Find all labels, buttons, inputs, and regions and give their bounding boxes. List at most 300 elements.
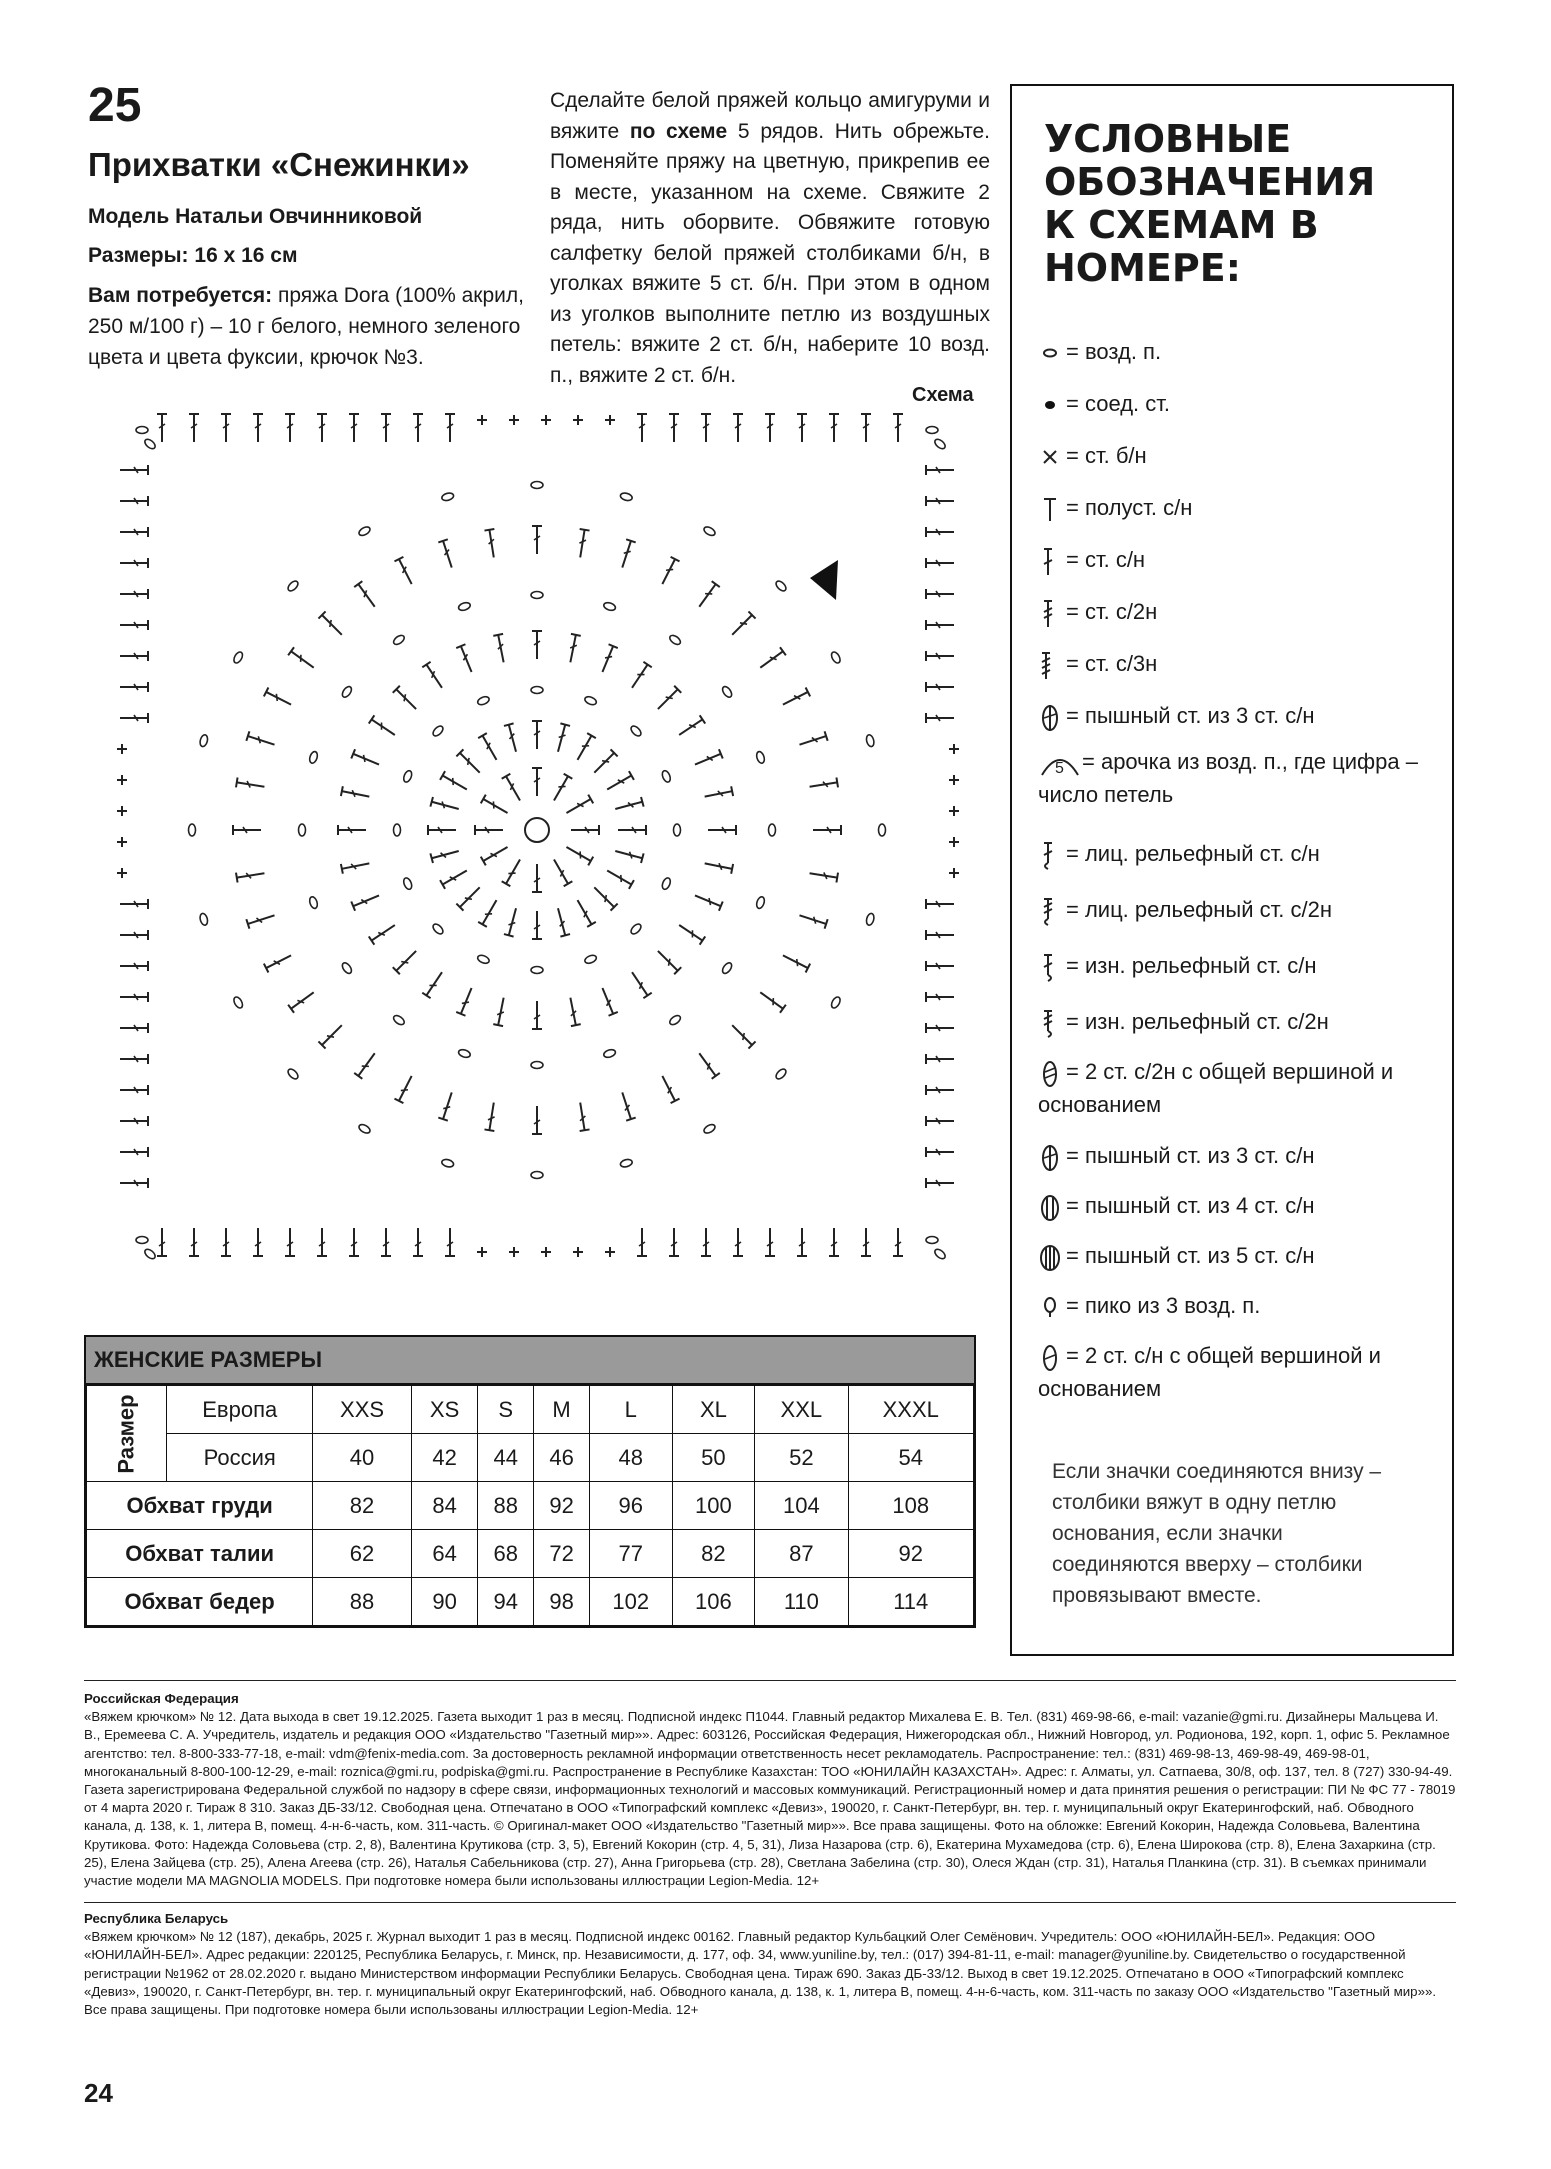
legend-box <box>1010 84 1454 1656</box>
chain-stitch <box>441 492 454 502</box>
legend-note: Если значки соединяются внизу – столбики вяжут в одну петлю основания, если значки соединяются вверху – столбики провязывают вместе. <box>1052 1460 1382 1607</box>
dc-stitch <box>120 496 148 506</box>
row-label: Обхват талии <box>87 1530 313 1578</box>
chain-stitch <box>358 525 372 537</box>
dc-stitch <box>628 662 652 691</box>
table-cell: 88 <box>478 1482 534 1530</box>
chain-stitch <box>232 996 244 1010</box>
table-cell: 102 <box>589 1578 672 1626</box>
materials-label: Вам потребуется: <box>88 284 273 307</box>
dc-stitch <box>926 1054 954 1064</box>
dc-stitch <box>456 749 483 776</box>
dc-stitch <box>729 1022 756 1049</box>
sc-stitch <box>541 415 551 425</box>
dc-stitch <box>893 414 903 442</box>
chain-stitch <box>774 1067 787 1080</box>
dc-stitch <box>591 749 618 776</box>
legend-text: = полуст. с/н <box>1066 495 1193 520</box>
table-row-hips <box>87 1578 974 1626</box>
dc-stitch <box>456 644 476 674</box>
chain-stitch <box>477 695 491 706</box>
chain-stitch <box>392 1014 406 1027</box>
table-cell: L <box>589 1386 672 1434</box>
chain-stitch <box>441 1158 454 1168</box>
dc-stitch <box>351 749 381 769</box>
puff-3-icon <box>1038 1141 1066 1173</box>
arch-number: 5 <box>1055 760 1064 778</box>
legend-item-puff5 <box>1038 1240 1448 1273</box>
legend-item-puff3b <box>1038 1140 1448 1173</box>
dc-stitch <box>704 786 733 801</box>
dc-stitch <box>553 723 570 753</box>
chain-stitch <box>531 967 543 974</box>
dc-stitch <box>573 733 596 762</box>
pattern-size: Размеры: 16 х 16 см <box>88 244 298 267</box>
dc-stitch <box>369 715 398 739</box>
dc-stitch <box>532 526 542 554</box>
dc-stitch <box>493 997 508 1026</box>
chain-stitch <box>394 824 401 836</box>
dc-stitch <box>532 911 542 939</box>
chain-stitch <box>668 1014 682 1027</box>
dc-stitch <box>221 414 231 442</box>
table-cell: 54 <box>848 1434 974 1482</box>
dc-stitch <box>781 951 810 973</box>
dc-stitch <box>120 1085 148 1095</box>
chain-stitch <box>286 1067 299 1080</box>
dc-stitch <box>351 891 381 911</box>
dc-stitch <box>456 986 476 1016</box>
dc-stitch <box>438 1091 456 1121</box>
dc-stitch <box>676 715 705 739</box>
dc-stitch <box>637 1228 647 1256</box>
legend-text: = лиц. рельефный ст. с/2н <box>1066 897 1333 922</box>
dc-stitch <box>704 858 733 873</box>
table-cell: XL <box>672 1386 755 1434</box>
dc-stitch <box>926 496 954 506</box>
dc-stitch <box>317 1228 327 1256</box>
chain-stitch <box>189 824 196 836</box>
puff-4-icon <box>1038 1191 1066 1223</box>
chain-stitch <box>703 1123 717 1135</box>
table-cell: 92 <box>848 1530 974 1578</box>
pattern-number: 25 <box>88 79 142 132</box>
legend-item-bpdc <box>1038 950 1448 983</box>
table-cell: S <box>478 1386 534 1434</box>
legend-item-slip <box>1038 388 1448 421</box>
table-cell: 84 <box>411 1482 478 1530</box>
chain-stitch <box>458 1048 472 1058</box>
dc-stitch <box>926 1085 954 1095</box>
dc-stitch <box>120 1116 148 1126</box>
dc-stitch <box>926 465 954 475</box>
size-label-cell <box>87 1386 167 1482</box>
sc-stitch <box>509 415 519 425</box>
dc-stitch <box>798 731 828 749</box>
dc-stitch <box>729 611 756 638</box>
dc-stitch <box>861 1228 871 1256</box>
dc-stitch <box>926 620 954 630</box>
chain-stitch <box>926 427 938 434</box>
dc-stitch <box>695 581 720 610</box>
dc-stitch <box>618 539 636 569</box>
dc-stitch <box>532 768 542 796</box>
legend-item-2tr-cluster <box>1038 1056 1448 1121</box>
puff-stitch-icon <box>1038 701 1066 733</box>
dc-stitch <box>926 713 954 723</box>
dc-stitch <box>413 414 423 442</box>
table-row-russia <box>87 1434 974 1482</box>
size-label: Размер <box>113 1393 139 1474</box>
dc-stitch <box>532 631 542 659</box>
legend-text: = ст. с/2н <box>1066 599 1158 624</box>
table-cell: 87 <box>755 1530 848 1578</box>
dc-stitch <box>618 825 646 835</box>
sc-stitch <box>605 1247 615 1257</box>
dc-stitch <box>381 1228 391 1256</box>
dc-stitch <box>502 774 525 803</box>
dc-stitch <box>532 864 542 892</box>
table-cell: XXL <box>755 1386 848 1434</box>
sc-stitch <box>541 1247 551 1257</box>
instructions <box>550 86 990 391</box>
dc-stitch <box>120 1023 148 1033</box>
table-row-bust <box>87 1482 974 1530</box>
legend-text: = ст. с/3н <box>1066 651 1158 676</box>
imprint-belarus-head: Республика Беларусь <box>84 1911 229 1926</box>
dc-stitch <box>120 961 148 971</box>
dc-stitch <box>394 1074 416 1103</box>
table-cell: 98 <box>534 1578 590 1626</box>
table-cell: 92 <box>534 1482 590 1530</box>
russia-label: Россия <box>167 1434 313 1482</box>
chain-stitch <box>308 896 318 910</box>
dc-stitch <box>120 527 148 537</box>
dc-stitch <box>481 843 510 866</box>
dc-stitch <box>288 647 317 672</box>
dc-stitch <box>422 969 446 998</box>
legend-item-dtr <box>1038 648 1448 681</box>
table-cell: 106 <box>672 1578 755 1626</box>
dc-stitch <box>221 1228 231 1256</box>
chain-stitch <box>603 1048 617 1058</box>
sc-stitch <box>949 775 959 785</box>
imprint-russia-head: Российская Федерация <box>84 1691 239 1706</box>
chain-stitch <box>531 1172 543 1179</box>
dc-stitch <box>349 414 359 442</box>
dc-stitch <box>318 611 345 638</box>
legend-text: = 2 ст. с/2н с общей вершиной и основанием <box>1038 1059 1394 1118</box>
slip-stitch-icon <box>1038 389 1066 421</box>
legend-item-chain <box>1038 336 1448 369</box>
dc-stitch <box>926 1147 954 1157</box>
dc-stitch <box>565 634 580 663</box>
dc-stitch <box>120 558 148 568</box>
dc-stitch <box>676 921 705 945</box>
chain-stitch <box>199 734 209 747</box>
dc-stitch <box>564 795 593 818</box>
dc-stitch <box>120 1178 148 1188</box>
chain-stitch <box>431 922 444 935</box>
front-post-tr-icon <box>1038 895 1066 927</box>
cluster-2dc-icon <box>1038 1341 1066 1373</box>
dc-stitch <box>120 651 148 661</box>
dc-stitch <box>926 527 954 537</box>
table-cell: 96 <box>589 1482 672 1530</box>
chain-stitch <box>531 592 543 599</box>
chain-stitch <box>286 579 299 592</box>
chain-stitch <box>620 492 633 502</box>
table-cell: 88 <box>313 1578 412 1626</box>
chain-stitch <box>392 634 406 647</box>
dc-stitch <box>591 884 618 911</box>
chain-stitch <box>774 579 787 592</box>
picot-icon <box>1038 1291 1066 1323</box>
chain-stitch <box>232 651 244 665</box>
dc-stitch <box>233 825 261 835</box>
legend-text: = лиц. рельефный ст. с/н <box>1066 841 1320 866</box>
dc-stitch <box>120 620 148 630</box>
dc-stitch <box>926 992 954 1002</box>
dc-stitch <box>926 930 954 940</box>
chain-stitch <box>933 1247 947 1260</box>
materials <box>88 280 528 373</box>
chain-stitch <box>358 1123 372 1135</box>
chain-stitch <box>668 634 682 647</box>
treble-crochet-icon <box>1038 597 1066 629</box>
dc-stitch <box>618 1091 636 1121</box>
dc-stitch <box>701 1228 711 1256</box>
dc-stitch <box>669 1228 679 1256</box>
dc-stitch <box>475 825 503 835</box>
table-cell: 52 <box>755 1434 848 1482</box>
pattern-title: Прихватки «Снежинки» <box>88 146 470 183</box>
dc-stitch <box>532 1106 542 1134</box>
chain-stitch <box>136 1237 148 1244</box>
dc-stitch <box>532 1001 542 1029</box>
chain-stitch <box>755 896 765 910</box>
dc-stitch <box>504 907 521 937</box>
legend-text: = соед. ст. <box>1066 391 1171 416</box>
sc-stitch <box>949 837 959 847</box>
dc-stitch <box>550 774 573 803</box>
dc-stitch <box>120 465 148 475</box>
table-cell: M <box>534 1386 590 1434</box>
table-cell: 48 <box>589 1434 672 1482</box>
dc-stitch <box>571 825 599 835</box>
dc-stitch <box>285 1228 295 1256</box>
table-cell: XXXL <box>848 1386 974 1434</box>
row-label: Обхват бедер <box>87 1578 313 1626</box>
dc-stitch <box>317 414 327 442</box>
chain-stitch <box>584 695 598 706</box>
dc-stitch <box>575 1102 589 1131</box>
scheme-label: Схема <box>912 384 974 406</box>
dc-stitch <box>565 997 580 1026</box>
chain-stitch <box>531 687 543 694</box>
dc-stitch <box>349 1228 359 1256</box>
legend-item-2dc-cluster <box>1038 1340 1448 1405</box>
dc-stitch <box>430 797 460 814</box>
chain-stitch <box>879 824 886 836</box>
chain-stitch <box>531 1062 543 1069</box>
dc-stitch <box>637 414 647 442</box>
chain-stitch <box>584 954 598 965</box>
chain-stitch <box>299 824 306 836</box>
dc-stitch <box>605 771 634 794</box>
chain-stitch <box>629 922 642 935</box>
dc-stitch <box>189 414 199 442</box>
dc-stitch <box>798 911 828 929</box>
dc-stitch <box>393 947 420 974</box>
chain-stitch <box>926 1237 938 1244</box>
chain-stitch <box>703 525 717 537</box>
dc-stitch <box>285 414 295 442</box>
legend-item-fptr <box>1038 894 1448 927</box>
dc-stitch <box>189 1228 199 1256</box>
dc-stitch <box>669 414 679 442</box>
chain-stitch <box>477 954 491 965</box>
legend-item-arch <box>1038 746 1448 811</box>
sc-stitch <box>117 868 127 878</box>
dc-stitch <box>445 414 455 442</box>
chain-stitch <box>865 913 875 926</box>
table-cell: 82 <box>672 1530 755 1578</box>
legend-text: = изн. рельефный ст. с/н <box>1066 953 1317 978</box>
sc-stitch <box>509 1247 519 1257</box>
dc-stitch <box>253 414 263 442</box>
dc-stitch <box>157 414 167 442</box>
table-cell: 68 <box>478 1530 534 1578</box>
divider <box>84 1902 1456 1903</box>
legend-item-fpdc <box>1038 838 1448 871</box>
chain-stitch <box>136 427 148 434</box>
chain-stitch <box>755 751 765 765</box>
dc-stitch <box>246 731 276 749</box>
table-cell: 77 <box>589 1530 672 1578</box>
dc-stitch <box>369 921 398 945</box>
legend-item-picot <box>1038 1290 1448 1323</box>
dc-stitch <box>926 1178 954 1188</box>
dc-stitch <box>926 899 954 909</box>
dc-stitch <box>658 557 680 586</box>
table-cell: 64 <box>411 1530 478 1578</box>
dc-stitch <box>564 843 593 866</box>
sc-stitch <box>117 744 127 754</box>
dc-stitch <box>614 797 644 814</box>
attach-marker-icon <box>810 560 838 600</box>
sizes-table-title: ЖЕНСКИЕ РАЗМЕРЫ <box>86 1337 974 1385</box>
instructions-part2: 5 рядов. Нить обрежьте. Поменяйте пряжу на цветную, прикрепив ее в месте, указанном на схеме. Свяжите 2 ряда, нить оборвите. Обвяжите готовую салфетку белой пряжей столбиками б/н, в уголках вяжите 5 ст. б/н. При этом в одном из уголков выполните петлю из воздушных петель: вяжите 2 ст. б/н, наберите 10 возд. п., вяжите 2 ст. б/н. <box>550 119 990 387</box>
dc-stitch <box>438 539 456 569</box>
dc-stitch <box>484 529 498 558</box>
dc-stitch <box>236 777 265 791</box>
chain-stitch <box>402 877 413 891</box>
arch-icon <box>1038 747 1082 779</box>
pattern-author: Модель Натальи Овчинниковой <box>88 205 423 228</box>
table-cell: 42 <box>411 1434 478 1482</box>
legend-text: = 2 ст. с/н с общей вершиной и основанием <box>1038 1343 1381 1402</box>
dc-stitch <box>628 969 652 998</box>
dc-stitch <box>757 988 786 1013</box>
dc-stitch <box>573 898 596 927</box>
dc-stitch <box>575 529 589 558</box>
dc-stitch <box>781 687 810 709</box>
half-double-crochet-icon <box>1038 493 1066 525</box>
double-treble-icon <box>1038 649 1066 681</box>
chain-stitch <box>830 996 842 1010</box>
dc-stitch <box>733 1228 743 1256</box>
dc-stitch <box>926 682 954 692</box>
table-row-europe <box>87 1386 974 1434</box>
dc-stitch <box>120 992 148 1002</box>
dc-stitch <box>413 1228 423 1256</box>
chain-stitch <box>933 437 947 450</box>
legend-text: = пышный ст. из 4 ст. с/н <box>1066 1193 1315 1218</box>
table-cell: 104 <box>755 1482 848 1530</box>
sc-stitch <box>573 415 583 425</box>
legend-text: = изн. рельефный ст. с/2н <box>1066 1009 1329 1034</box>
chain-stitch <box>721 685 734 699</box>
chain-stitch <box>341 961 354 975</box>
dc-stitch <box>926 589 954 599</box>
divider <box>84 1680 1456 1681</box>
sizes-table <box>84 1335 976 1628</box>
dc-stitch <box>550 857 573 886</box>
imprint-belarus-text: «Вяжем крючком» № 12 (187), декабрь, 2025 г. Журнал выходит 1 раз в месяц. Подписной индекс 00162. Главный редактор Кульбацкий Олег Семёнович. Учредитель: ООО «ЮНИЛАЙН-БЕЛ». Редакция: ООО «ЮНИЛАЙН-БЕЛ». Адрес редакции: 220125, Республика Беларусь, г. Минск, пр. Независимости, д. 177, оф. 34, www.yuniline.by, тел.: (017) 394-81-11, e-mail: manager@yuniline.by. Свидетельство о государственной регистрации №1962 от 28.02.2020 г. выдано Министерством информации Республики Беларусь. Свободная цена. Тираж 690. Заказ ДБ-33/12. Выход в свет 19.12.2025. Отпечатано в ООО «Типографский комплекс «Девиз», 190020, г. Санкт-Петербург, вн. тер. г. муниципальный округ Екатерингофский, наб. Обводного канала, д. 138, к. 1, литера В, помещ. 4-н-6-часть, ком. 311-часть по заказу ООО «Издательство "Газетный мир»». Все права защищены. При подготовке номера были использованы иллюстрации Legion-Media. 12+ <box>84 1929 1437 2018</box>
dc-stitch <box>440 771 469 794</box>
table-cell: 100 <box>672 1482 755 1530</box>
chain-stitch <box>341 685 354 699</box>
table-cell: 90 <box>411 1578 478 1626</box>
dc-stitch <box>926 1116 954 1126</box>
back-post-tr-icon <box>1038 1007 1066 1039</box>
chain-stitch <box>721 961 734 975</box>
legend-text: = пышный ст. из 3 ст. с/н <box>1066 703 1315 728</box>
table-cell: 94 <box>478 1578 534 1626</box>
dc-stitch <box>765 414 775 442</box>
sc-stitch <box>605 415 615 425</box>
dc-stitch <box>654 686 681 713</box>
europe-label: Европа <box>167 1386 313 1434</box>
legend-text: = арочка из возд. п., где цифра – число петель <box>1038 749 1418 808</box>
sc-stitch <box>573 1247 583 1257</box>
dc-stitch <box>478 733 501 762</box>
table-row-waist <box>87 1530 974 1578</box>
instructions-bold: по схеме <box>629 119 728 143</box>
dc-stitch <box>926 558 954 568</box>
dc-stitch <box>246 911 276 929</box>
chain-stitch <box>661 770 672 784</box>
dc-stitch <box>264 687 293 709</box>
legend-item-sc <box>1038 440 1448 473</box>
dc-stitch <box>481 795 510 818</box>
chain-stitch <box>661 877 672 891</box>
dc-stitch <box>120 713 148 723</box>
legend-item-hdc <box>1038 492 1448 525</box>
sc-stitch <box>117 837 127 847</box>
legend-text: = ст. с/н <box>1066 547 1146 572</box>
chain-stitch <box>830 651 842 665</box>
legend-title: УСЛОВНЫЕ ОБОЗНАЧЕНИЯ К СХЕМАМ В НОМЕРЕ: <box>1044 117 1376 290</box>
dc-stitch <box>797 414 807 442</box>
dc-stitch <box>120 589 148 599</box>
dc-stitch <box>288 988 317 1013</box>
row-label: Обхват груди <box>87 1482 313 1530</box>
dc-stitch <box>430 846 460 863</box>
legend-item-puff4 <box>1038 1190 1448 1223</box>
dc-stitch <box>120 682 148 692</box>
